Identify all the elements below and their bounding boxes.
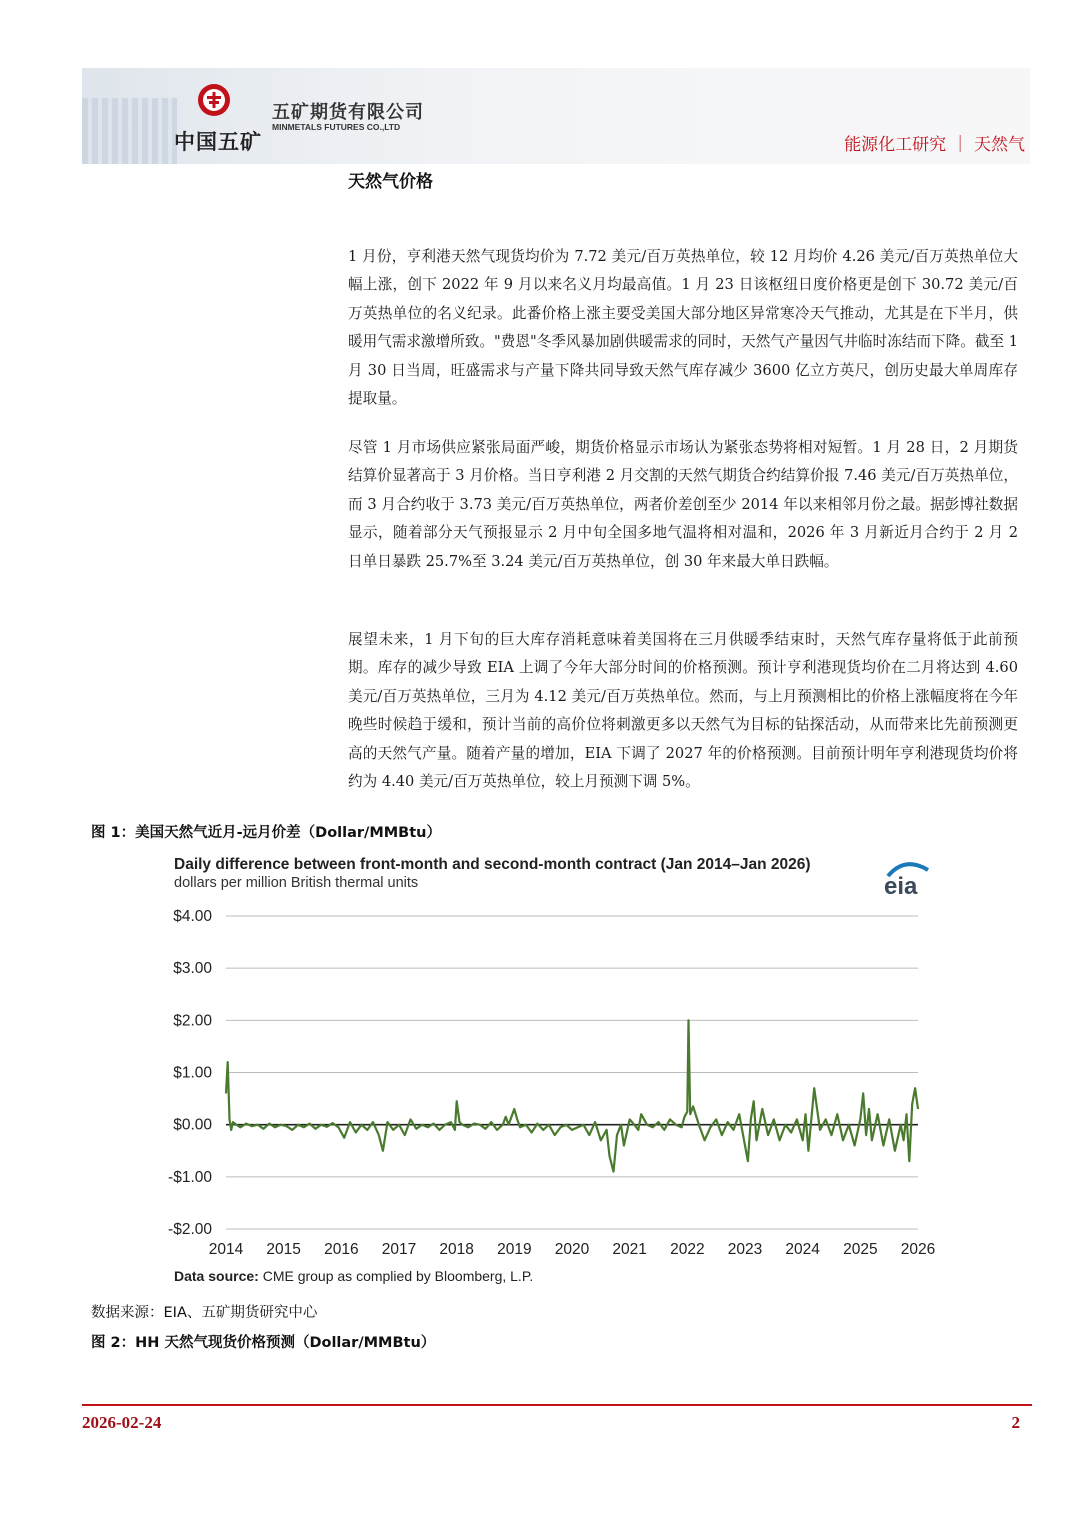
footer-rule	[82, 1404, 1032, 1406]
x-tick-label: 2022	[670, 1241, 705, 1258]
paragraph-1: 1 月份，亨利港天然气现货均价为 7.72 美元/百万英热单位，较 12 月均价 4.26 美元/百万英热单位大幅上涨，创下 2022 年 9 月以来名义月均最高值。1 月 23 日该枢纽日度价格更是创下 30.72 美元/百万英热单位的名义纪录。此番价格上涨主要受美国大部分地区异常寒冷天气推动，尤其是在下半月，供暖用气需求激增所致。"费恩"冬季风暴加剧供暖需求的同时，天然气产量因气井临时冻结而下降。截至 1 月 30 日当周，旺盛需求与产量下降共同导致天然气库存减少 3600 亿立方英尺，创历史最大单周库存提取量。	[348, 248, 1018, 408]
chart-source-label: Data source:	[174, 1268, 259, 1284]
x-tick-label: 2023	[727, 1241, 763, 1258]
chart-source	[174, 1268, 533, 1284]
x-tick-label: 2025	[843, 1241, 878, 1258]
x-tick-label: 2026	[900, 1241, 936, 1258]
figure-2-caption: 图 2：HH 天然气现货价格预测（Dollar/MMBtu）	[91, 1335, 436, 1351]
x-tick-label: 2021	[612, 1241, 647, 1258]
minmetals-logo-icon	[196, 82, 232, 118]
company-name-cn: 五矿期货有限公司	[272, 102, 424, 123]
y-tick-label: $0.00	[173, 1116, 212, 1134]
x-tick-label: 2019	[497, 1241, 532, 1258]
figure-1-caption: 图 1：美国天然气近月-远月价差（Dollar/MMBtu）	[91, 825, 441, 841]
eia-brand-text: eia	[884, 873, 918, 900]
x-tick-label: 2020	[554, 1241, 590, 1258]
series-line-spread	[226, 1020, 918, 1171]
company-name-en: MINMETALS FUTURES CO.,LTD	[272, 122, 401, 132]
footer-date: 2026-02-24	[82, 1413, 162, 1432]
x-tick-label: 2015	[266, 1241, 301, 1258]
chart-subtitle: dollars per million British thermal units	[174, 875, 419, 891]
source-note: 数据来源：EIA、五矿期货研究中心	[91, 1305, 318, 1321]
logo-text: 中国五矿	[174, 130, 262, 154]
y-tick-label: -$1.00	[168, 1168, 212, 1186]
x-tick-label: 2024	[785, 1241, 820, 1258]
y-tick-label: $1.00	[173, 1064, 212, 1082]
paragraph-2: 尽管 1 月市场供应紧张局面严峻，期货价格显示市场认为紧张态势将相对短暂。1 月 28 日，2 月期货结算价显著高于 3 月价格。当日亨利港 2 月交割的天然气期货合约结算价报 7.46 美元/百万英热单位，而 3 月合约收于 3.73 美元/百万英热单位，两者价差创至少 2014 年以来相邻月份之最。据彭博社数据显示，随着部分天气预报显示 2 月中旬全国多地气温将相对温和，2026 年 3 月新近月合约于 2 月 2 日单日暴跌 25.7%至 3.24 美元/百万英热单位，创 30 年来最大单日跌幅。	[348, 439, 1018, 570]
x-tick-label: 2016	[324, 1241, 359, 1258]
x-tick-label: 2014	[208, 1241, 244, 1258]
chart-title: Daily difference between front-month and second-month contract (Jan 2014–Jan 2026)	[174, 856, 811, 873]
chart-source-text: CME group as complied by Bloomberg, L.P.	[258, 1268, 534, 1284]
page-number: 2	[1011, 1413, 1020, 1432]
x-tick-label: 2017	[381, 1241, 417, 1258]
page-header	[82, 68, 1030, 164]
eia-logo-icon	[884, 864, 928, 900]
y-tick-label: $2.00	[173, 1012, 212, 1030]
y-tick-label: -$2.00	[168, 1221, 212, 1238]
report-category-tag: 能源化工研究 ｜ 天然气	[844, 135, 1025, 155]
section-title: 天然气价格	[348, 172, 433, 192]
y-tick-label: $3.00	[173, 960, 212, 978]
paragraph-3: 展望未来，1 月下旬的巨大库存消耗意味着美国将在三月供暖季结束时，天然气库存量将低于此前预期。库存的减少导致 EIA 上调了今年大部分时间的价格预测。预计亨利港现货均价在二月将达到 4.60 美元/百万英热单位，三月为 4.12 美元/百万英热单位。然而，与上月预测相比的价格上涨幅度将在今年晚些时候趋于缓和，预计当前的高价位将刺激更多以天然气为目标的钻探活动，从而带来比先前预测更高的天然气产量。随着产量的增加，EIA 下调了 2027 年的价格预测。目前预计明年亨利港现货均价将约为 4.40 美元/百万英热单位，较上月预测下调 5%。	[348, 631, 1018, 791]
y-tick-label: $4.00	[173, 908, 212, 925]
x-tick-label: 2018	[439, 1241, 474, 1258]
spread-chart	[160, 848, 940, 1293]
header-building-image	[82, 98, 177, 164]
